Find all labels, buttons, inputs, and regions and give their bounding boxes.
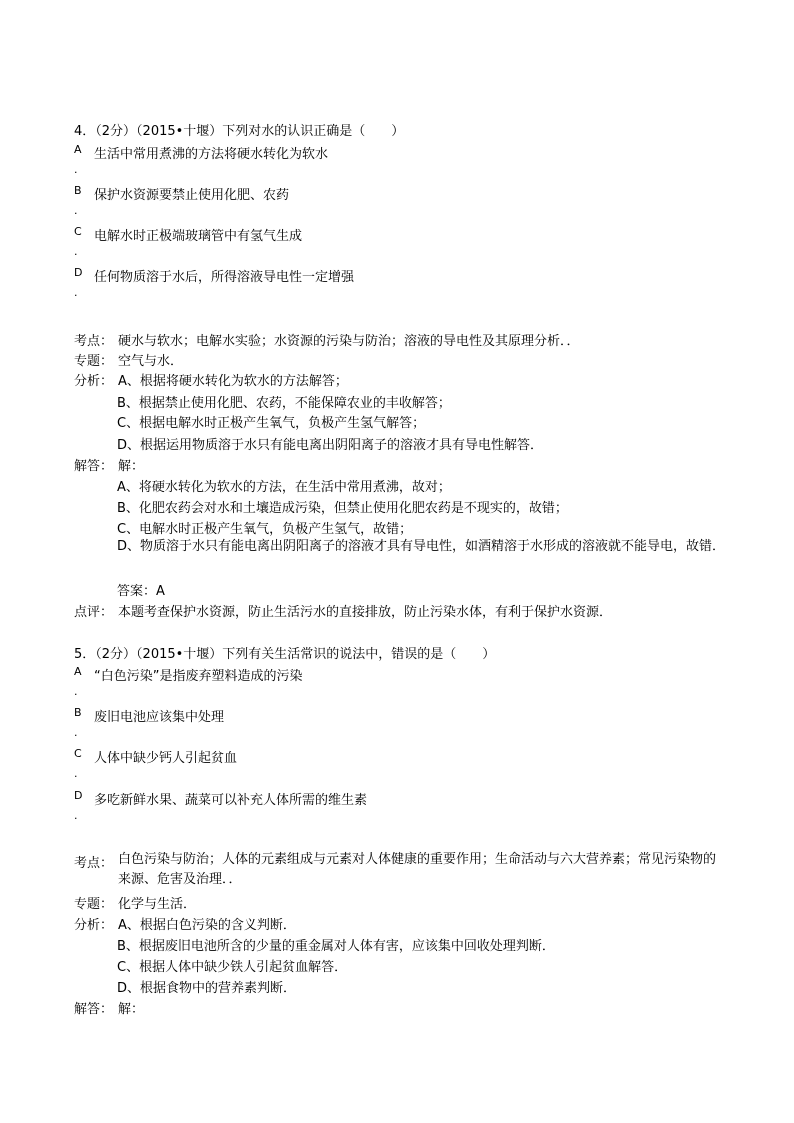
option-letter: A (74, 665, 82, 678)
question-4-jieda (74, 455, 144, 474)
option-letter: B (74, 706, 82, 719)
option-letter: C (74, 747, 82, 760)
question-4-kaodian (74, 330, 580, 349)
fenxi-line: A、根据将硬水转化为软水的方法解答； (118, 374, 348, 389)
zhuanti-label: 专题： (74, 897, 114, 912)
option-dot: . (74, 767, 78, 780)
jieda-label: 解答： (74, 459, 114, 474)
option-letter: B (74, 184, 82, 197)
question-4-dianping (74, 601, 612, 620)
fenxi-line: B、根据禁止使用化肥、农药，不能保障农业的丰收解答； (117, 396, 451, 411)
option-text: 电解水时正极端玻璃管中有氢气生成 (94, 229, 303, 244)
jieda-line: B、化肥农药会对水和土壤造成污染，但禁止使用化肥农药是不现实的，故错； (117, 501, 568, 516)
question-5-jieda (74, 998, 144, 1017)
jieda-head: 解： (118, 1002, 145, 1017)
option-dot: . (74, 726, 78, 739)
question-5-option-a (74, 665, 754, 705)
kaodian-label: 考点： (74, 856, 114, 871)
option-text: 人体中缺少钙人引起贫血 (94, 751, 238, 766)
question-4-option-c (74, 225, 754, 265)
question-5-fenxi (74, 914, 296, 933)
kaodian-label: 考点： (74, 334, 114, 349)
fenxi-line: D、根据食物中的营养素判断． (117, 981, 297, 996)
question-5-option-c (74, 747, 754, 787)
question-5-zhuanti (74, 893, 196, 912)
jieda-head: 解： (118, 459, 145, 474)
option-letter: D (74, 789, 83, 802)
option-text: 多吃新鲜水果、蔬菜可以补充人体所需的维生素 (94, 793, 368, 808)
fenxi-line: C、根据电解水时正极产生氧气，负极产生氢气解答； (117, 416, 426, 431)
kaodian-text: 白色污染与防治；人体的元素组成与元素对人体健康的重要作用；生命活动与六大营养素；常见污染物的来源、危害及治理．． (118, 852, 717, 887)
option-letter: C (74, 225, 82, 238)
kaodian-text: 硬水与软水；电解水实验；水资源的污染与防治；溶液的导电性及其原理分析．． (118, 334, 580, 349)
option-text: 废旧电池应该集中处理 (94, 710, 225, 725)
jieda-line: D、物质溶于水只有能电离出阴阳离子的溶液才具有导电性，如酒精溶于水形成的溶液就不能导电，故错． (117, 539, 726, 554)
option-text: 任何物质溶于水后，所得溶液导电性一定增强 (94, 270, 355, 285)
jieda-label: 解答： (74, 1002, 114, 1017)
zhuanti-text: 空气与水． (118, 354, 184, 369)
zhuanti-text: 化学与生活． (118, 897, 197, 912)
dianping-text: 本题考查保护水资源，防止生活污水的直接排放，防止污染水体，有利于保护水资源． (118, 605, 613, 620)
jieda-line: C、电解水时正极产生氧气，负极产生氢气，故错； (117, 522, 413, 537)
option-letter: D (74, 266, 83, 279)
question-5-option-d (74, 789, 754, 829)
question-4-option-b (74, 184, 754, 224)
option-dot: . (74, 204, 78, 217)
option-text: 保护水资源要禁止使用化肥、农药 (94, 188, 290, 203)
jieda-line: A、将硬水转化为软水的方法，在生活中常用煮沸，故对； (117, 480, 451, 495)
option-text: “白色污染”是指废弃塑料造成的污染 (94, 669, 303, 684)
fenxi-line: C、根据人体中缺少铁人引起贫血解答． (117, 960, 348, 975)
option-text: 生活中常用煮沸的方法将硬水转化为软水 (94, 147, 329, 162)
option-dot: . (74, 163, 78, 176)
answer: 答案：A (117, 584, 165, 599)
option-dot: . (74, 685, 78, 698)
option-dot: . (74, 245, 78, 258)
option-letter: A (74, 143, 82, 156)
fenxi-line: B、根据废旧电池所含的少量的重金属对人体有害，应该集中回收处理判断． (117, 939, 555, 954)
question-4-option-a (74, 143, 754, 183)
option-dot: . (74, 286, 78, 299)
fenxi-line: D、根据运用物质溶于水只有能电离出阴阳离子的溶液才具有导电性解答． (117, 438, 544, 453)
question-4-zhuanti (74, 350, 183, 369)
question-4-option-d (74, 266, 754, 306)
option-dot: . (74, 809, 78, 822)
question-4-fenxi (74, 370, 348, 389)
fenxi-line: A、根据白色污染的含义判断． (118, 918, 296, 933)
question-5-title: 5．（2分）（2015•十堰）下列有关生活常识的说法中，错误的是（ ） (74, 647, 496, 662)
question-4-title: 4．（2分）（2015•十堰）下列对水的认识正确是（ ） (74, 124, 405, 139)
fenxi-label: 分析： (74, 918, 114, 933)
fenxi-label: 分析： (74, 374, 114, 389)
dianping-label: 点评： (74, 605, 114, 620)
question-5-option-b (74, 706, 754, 746)
zhuanti-label: 专题： (74, 354, 114, 369)
